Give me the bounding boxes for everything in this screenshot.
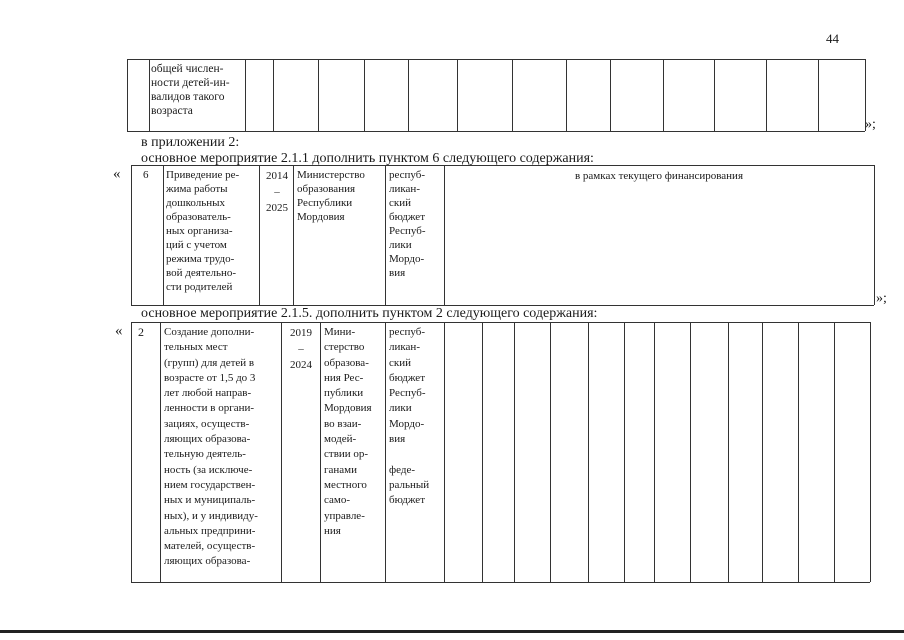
appendix-line: в приложении 2: bbox=[141, 135, 240, 150]
table-3-num: 2 bbox=[138, 325, 144, 339]
table-top-text: общей числен- ности детей-ин- валидов такого возраста bbox=[151, 63, 230, 117]
table-2-financing: в рамках текущего финансирования bbox=[574, 170, 744, 182]
page-bottom-edge bbox=[0, 630, 904, 633]
table-2-num: 6 bbox=[143, 169, 149, 181]
table-3-open-quote: « bbox=[115, 323, 123, 339]
table-2-years: 2014 – 2025 bbox=[266, 170, 288, 214]
table-top-closing-quote: »; bbox=[865, 117, 876, 132]
table-2-desc: Приведение ре- жима работы дошкольных образователь- ных организа- ций с учетом режима трудо- вой деятельно- сти родителей bbox=[166, 169, 240, 293]
table-3-desc: Создание дополни- тельных мест (групп) для детей в возрасте от 1,5 до 3 лет любой направ- ленности в органи- зациях, осуществ- ляющих образова- тельную деятель- ность (за исключе- нием государствен- ных и муниципаль- ных), и у индивиду- альных предприни- мателей, осуществ- ляющих образова- bbox=[164, 326, 258, 568]
event-2-1-5-line: основное мероприятие 2.1.5. дополнить пунктом 2 следующего содержания: bbox=[141, 306, 598, 321]
table-3-source: респуб- ликан- ский бюджет Респуб- лики Мордо- вия феде- ральный бюджет bbox=[389, 326, 430, 507]
event-2-1-1-line: основное мероприятие 2.1.1 дополнить пунктом 6 следующего содержания: bbox=[141, 151, 594, 166]
table-3-executor: Мини- стерство образова- ния Рес- публики Мордовия во взаи- модей- ствии ор- ганами местного само- управле- ния bbox=[324, 326, 372, 537]
table-2-source: респуб- ликан- ский бюджет Респуб- лики Мордо- вия bbox=[389, 169, 426, 279]
table-2-executor: Министерство образования Республики Мордовия bbox=[297, 169, 365, 223]
page-number: 44 bbox=[826, 31, 839, 46]
table-3-years: 2019 – 2024 bbox=[290, 327, 312, 371]
table-2-closing-quote: »; bbox=[876, 291, 887, 306]
table-2-open-quote: « bbox=[113, 166, 121, 182]
